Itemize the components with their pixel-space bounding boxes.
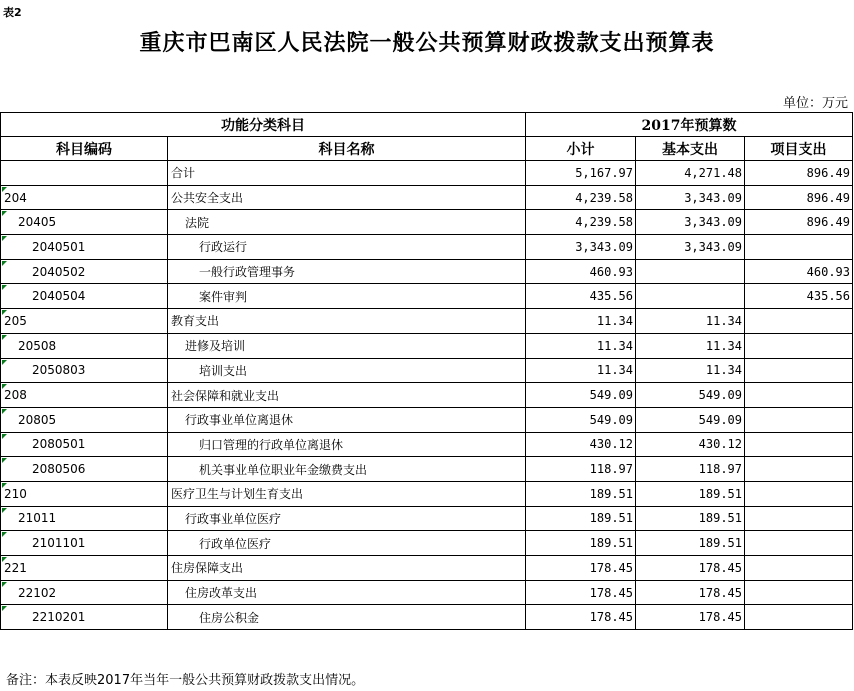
cell-name: 教育支出 xyxy=(168,309,526,334)
cell-project xyxy=(745,457,853,482)
cell-name: 住房改革支出 xyxy=(168,580,526,605)
header-year-group: 2017年预算数 xyxy=(526,113,853,137)
cell-name: 进修及培训 xyxy=(168,333,526,358)
table-row xyxy=(1,506,853,531)
cell-code: 22102 xyxy=(1,580,168,605)
cell-name: 培训支出 xyxy=(168,358,526,383)
cell-name: 公共安全支出 xyxy=(168,185,526,210)
header-function-group: 功能分类科目 xyxy=(1,113,526,137)
table-row xyxy=(1,333,853,358)
cell-project xyxy=(745,407,853,432)
cell-code: 204 xyxy=(1,185,168,210)
table-row xyxy=(1,161,853,186)
cell-subtotal: 11.34 xyxy=(526,309,636,334)
table-row xyxy=(1,432,853,457)
cell-code: 2040502 xyxy=(1,259,168,284)
cell-project: 460.93 xyxy=(745,259,853,284)
cell-code: 20405 xyxy=(1,210,168,235)
table-row xyxy=(1,383,853,408)
cell-basic: 178.45 xyxy=(636,556,745,581)
cell-name: 行政事业单位离退休 xyxy=(168,407,526,432)
cell-project xyxy=(745,580,853,605)
cell-basic: 11.34 xyxy=(636,333,745,358)
cell-basic: 11.34 xyxy=(636,309,745,334)
header-subtotal: 小计 xyxy=(526,137,636,161)
cell-code: 2080506 xyxy=(1,457,168,482)
cell-code: 221 xyxy=(1,556,168,581)
table-row xyxy=(1,605,853,630)
cell-name: 行政事业单位医疗 xyxy=(168,506,526,531)
cell-subtotal: 549.09 xyxy=(526,383,636,408)
budget-table xyxy=(0,112,853,630)
cell-subtotal: 178.45 xyxy=(526,605,636,630)
cell-code: 2210201 xyxy=(1,605,168,630)
cell-name: 一般行政管理事务 xyxy=(168,259,526,284)
table-label: 表2 xyxy=(3,6,22,19)
cell-project xyxy=(745,432,853,457)
table-row xyxy=(1,210,853,235)
cell-code: 205 xyxy=(1,309,168,334)
table-row xyxy=(1,457,853,482)
cell-subtotal: 178.45 xyxy=(526,556,636,581)
cell-subtotal: 4,239.58 xyxy=(526,210,636,235)
table-row xyxy=(1,556,853,581)
cell-subtotal: 4,239.58 xyxy=(526,185,636,210)
cell-basic: 549.09 xyxy=(636,407,745,432)
cell-code: 2050803 xyxy=(1,358,168,383)
cell-basic: 430.12 xyxy=(636,432,745,457)
cell-subtotal: 178.45 xyxy=(526,580,636,605)
header-row-group xyxy=(1,113,853,137)
cell-code: 21011 xyxy=(1,506,168,531)
cell-code: 20805 xyxy=(1,407,168,432)
cell-basic: 4,271.48 xyxy=(636,161,745,186)
cell-code: 2080501 xyxy=(1,432,168,457)
header-project: 项目支出 xyxy=(745,137,853,161)
cell-basic xyxy=(636,259,745,284)
cell-basic xyxy=(636,284,745,309)
cell-basic: 189.51 xyxy=(636,506,745,531)
table-row xyxy=(1,407,853,432)
cell-code: 2040504 xyxy=(1,284,168,309)
cell-subtotal: 460.93 xyxy=(526,259,636,284)
table-row xyxy=(1,185,853,210)
cell-name: 合计 xyxy=(168,161,526,186)
cell-name: 归口管理的行政单位离退休 xyxy=(168,432,526,457)
header-basic: 基本支出 xyxy=(636,137,745,161)
cell-subtotal: 189.51 xyxy=(526,481,636,506)
cell-basic: 178.45 xyxy=(636,580,745,605)
cell-name: 医疗卫生与计划生育支出 xyxy=(168,481,526,506)
cell-subtotal: 189.51 xyxy=(526,531,636,556)
cell-project xyxy=(745,358,853,383)
cell-basic: 3,343.09 xyxy=(636,185,745,210)
cell-subtotal: 549.09 xyxy=(526,407,636,432)
cell-project xyxy=(745,309,853,334)
cell-basic: 11.34 xyxy=(636,358,745,383)
cell-basic: 3,343.09 xyxy=(636,210,745,235)
unit-label: 单位：万元 xyxy=(782,96,848,111)
cell-project: 435.56 xyxy=(745,284,853,309)
cell-code: 20508 xyxy=(1,333,168,358)
table-row xyxy=(1,259,853,284)
cell-subtotal: 189.51 xyxy=(526,506,636,531)
cell-name: 法院 xyxy=(168,210,526,235)
cell-basic: 118.97 xyxy=(636,457,745,482)
cell-subtotal: 11.34 xyxy=(526,358,636,383)
table-row xyxy=(1,580,853,605)
cell-name: 案件审判 xyxy=(168,284,526,309)
cell-basic: 178.45 xyxy=(636,605,745,630)
header-row-columns xyxy=(1,137,853,161)
cell-project: 896.49 xyxy=(745,161,853,186)
cell-project xyxy=(745,333,853,358)
cell-project xyxy=(745,531,853,556)
cell-project xyxy=(745,506,853,531)
cell-code: 210 xyxy=(1,481,168,506)
cell-code: 2101101 xyxy=(1,531,168,556)
cell-project: 896.49 xyxy=(745,185,853,210)
cell-code: 2040501 xyxy=(1,235,168,260)
cell-project xyxy=(745,235,853,260)
page-title: 重庆市巴南区人民法院一般公共预算财政拨款支出预算表 xyxy=(139,30,715,56)
cell-subtotal: 435.56 xyxy=(526,284,636,309)
cell-name: 社会保障和就业支出 xyxy=(168,383,526,408)
cell-project xyxy=(745,605,853,630)
cell-code xyxy=(1,161,168,186)
table-row xyxy=(1,235,853,260)
table-row xyxy=(1,358,853,383)
cell-subtotal: 3,343.09 xyxy=(526,235,636,260)
cell-subtotal: 5,167.97 xyxy=(526,161,636,186)
cell-code: 208 xyxy=(1,383,168,408)
cell-project: 896.49 xyxy=(745,210,853,235)
header-code: 科目编码 xyxy=(1,137,168,161)
cell-basic: 3,343.09 xyxy=(636,235,745,260)
cell-name: 机关事业单位职业年金缴费支出 xyxy=(168,457,526,482)
cell-subtotal: 430.12 xyxy=(526,432,636,457)
cell-project xyxy=(745,481,853,506)
cell-basic: 189.51 xyxy=(636,481,745,506)
cell-name: 行政运行 xyxy=(168,235,526,260)
cell-project xyxy=(745,383,853,408)
cell-name: 行政单位医疗 xyxy=(168,531,526,556)
cell-project xyxy=(745,556,853,581)
cell-subtotal: 118.97 xyxy=(526,457,636,482)
cell-basic: 189.51 xyxy=(636,531,745,556)
table-body xyxy=(1,161,853,630)
table-row xyxy=(1,284,853,309)
cell-name: 住房保障支出 xyxy=(168,556,526,581)
table-row xyxy=(1,481,853,506)
footnote: 备注：本表反映2017年当年一般公共预算财政拨款支出情况。 xyxy=(6,673,365,688)
table-row xyxy=(1,531,853,556)
table-row xyxy=(1,309,853,334)
cell-name: 住房公积金 xyxy=(168,605,526,630)
header-name: 科目名称 xyxy=(168,137,526,161)
cell-basic: 549.09 xyxy=(636,383,745,408)
cell-subtotal: 11.34 xyxy=(526,333,636,358)
